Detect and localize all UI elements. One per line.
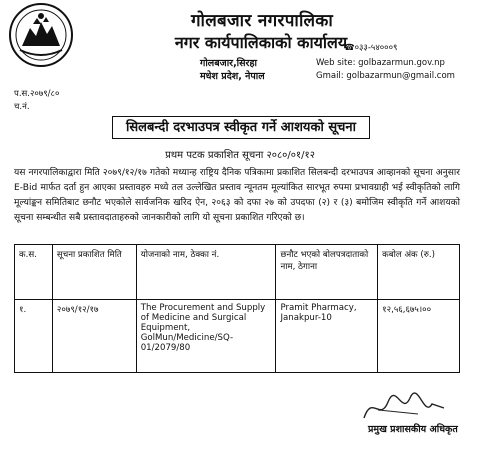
table-row — [15, 300, 460, 373]
header-date: सूचना प्रकाशित मिति — [52, 245, 136, 300]
notice-title: सिलबन्दी दरभाउपत्र स्वीकृत गर्ने आशयको सूचना — [112, 116, 370, 139]
email-text: Gmail: golbazarmun@gmail.com — [316, 71, 455, 81]
cell-date: २०७९/१२/१७ — [52, 300, 136, 373]
header-serial: क.स. — [15, 245, 53, 300]
phone-number: ☎०३३-५४०००९ — [344, 43, 398, 53]
address-line-1: गोलबजार,सिरहा — [200, 58, 257, 69]
office-name: नगर कार्यपालिकाको कार्यालय — [174, 33, 348, 52]
header-amount: कबोल अंक (रु.) — [378, 245, 460, 300]
municipality-name: गोलबजार नगरपालिका — [190, 11, 334, 31]
notice-subtitle: प्रथम पटक प्रकाशित सूचना २०८०/०१/१२ — [165, 150, 315, 161]
notice-body: यस नगरपालिकाद्वारा मिति २०७९/१२/१७ गतेको मध्यान्ह राष्ट्रिय दैनिक पत्रिकामा प्रकाशित सिलबन्दी दरभाउपत्र आव्हानको सूचना अनुसार E-Bid मार्फत दर्ता हुन आएका प्रस्तावहरु मध्ये तल उल्लेखित प्रस्ताव न्यूनतम मूल्यांकित सारभूत रुपमा प्रभावग्राही भई स्वीकृतिको लागि मूल्यांङ्कन समितिबाट छनौट भएकोले सार्वजनिक खरिद ऐन, २०६३ को दफा २७ को उपदफा (२) र (३) बमोजिम स्वीकृति गर्ने आशयको सूचना सम्बन्धीत सबै प्रस्तावदाताहरुको जानकारीको लागि यो सूचना प्रकाशित गरिएको छ। — [14, 168, 460, 223]
letter-number: प.स.२०७९/८० — [14, 89, 60, 99]
header-bidder: छनौट भएको बोलपत्रदाताको नाम, ठेगाना — [276, 245, 378, 300]
nepal-emblem-icon — [8, 2, 74, 68]
table-header-row — [15, 245, 460, 300]
cell-bidder: Pramit Pharmacy, Janakpur-10 — [276, 300, 378, 373]
cell-project: The Procurement and Supply of Medicine and Surgical Equipment, GolMun/Medicine/SQ-01/2079/80 — [136, 300, 276, 373]
address-line-2: मधेश प्रदेश, नेपाल — [200, 71, 265, 82]
header-project: योजनाको नाम, ठेक्का नं. — [136, 245, 276, 300]
dispatch-number: च.नं. — [14, 102, 30, 112]
bid-table — [14, 244, 460, 373]
signatory-title: प्रमुख प्रशासकीय अधिकृत — [368, 424, 458, 435]
website-text: Web site: golbazarmun.gov.np — [316, 58, 445, 68]
cell-serial: १. — [15, 300, 53, 373]
cell-amount: १२,५६,६७५।०० — [378, 300, 460, 373]
